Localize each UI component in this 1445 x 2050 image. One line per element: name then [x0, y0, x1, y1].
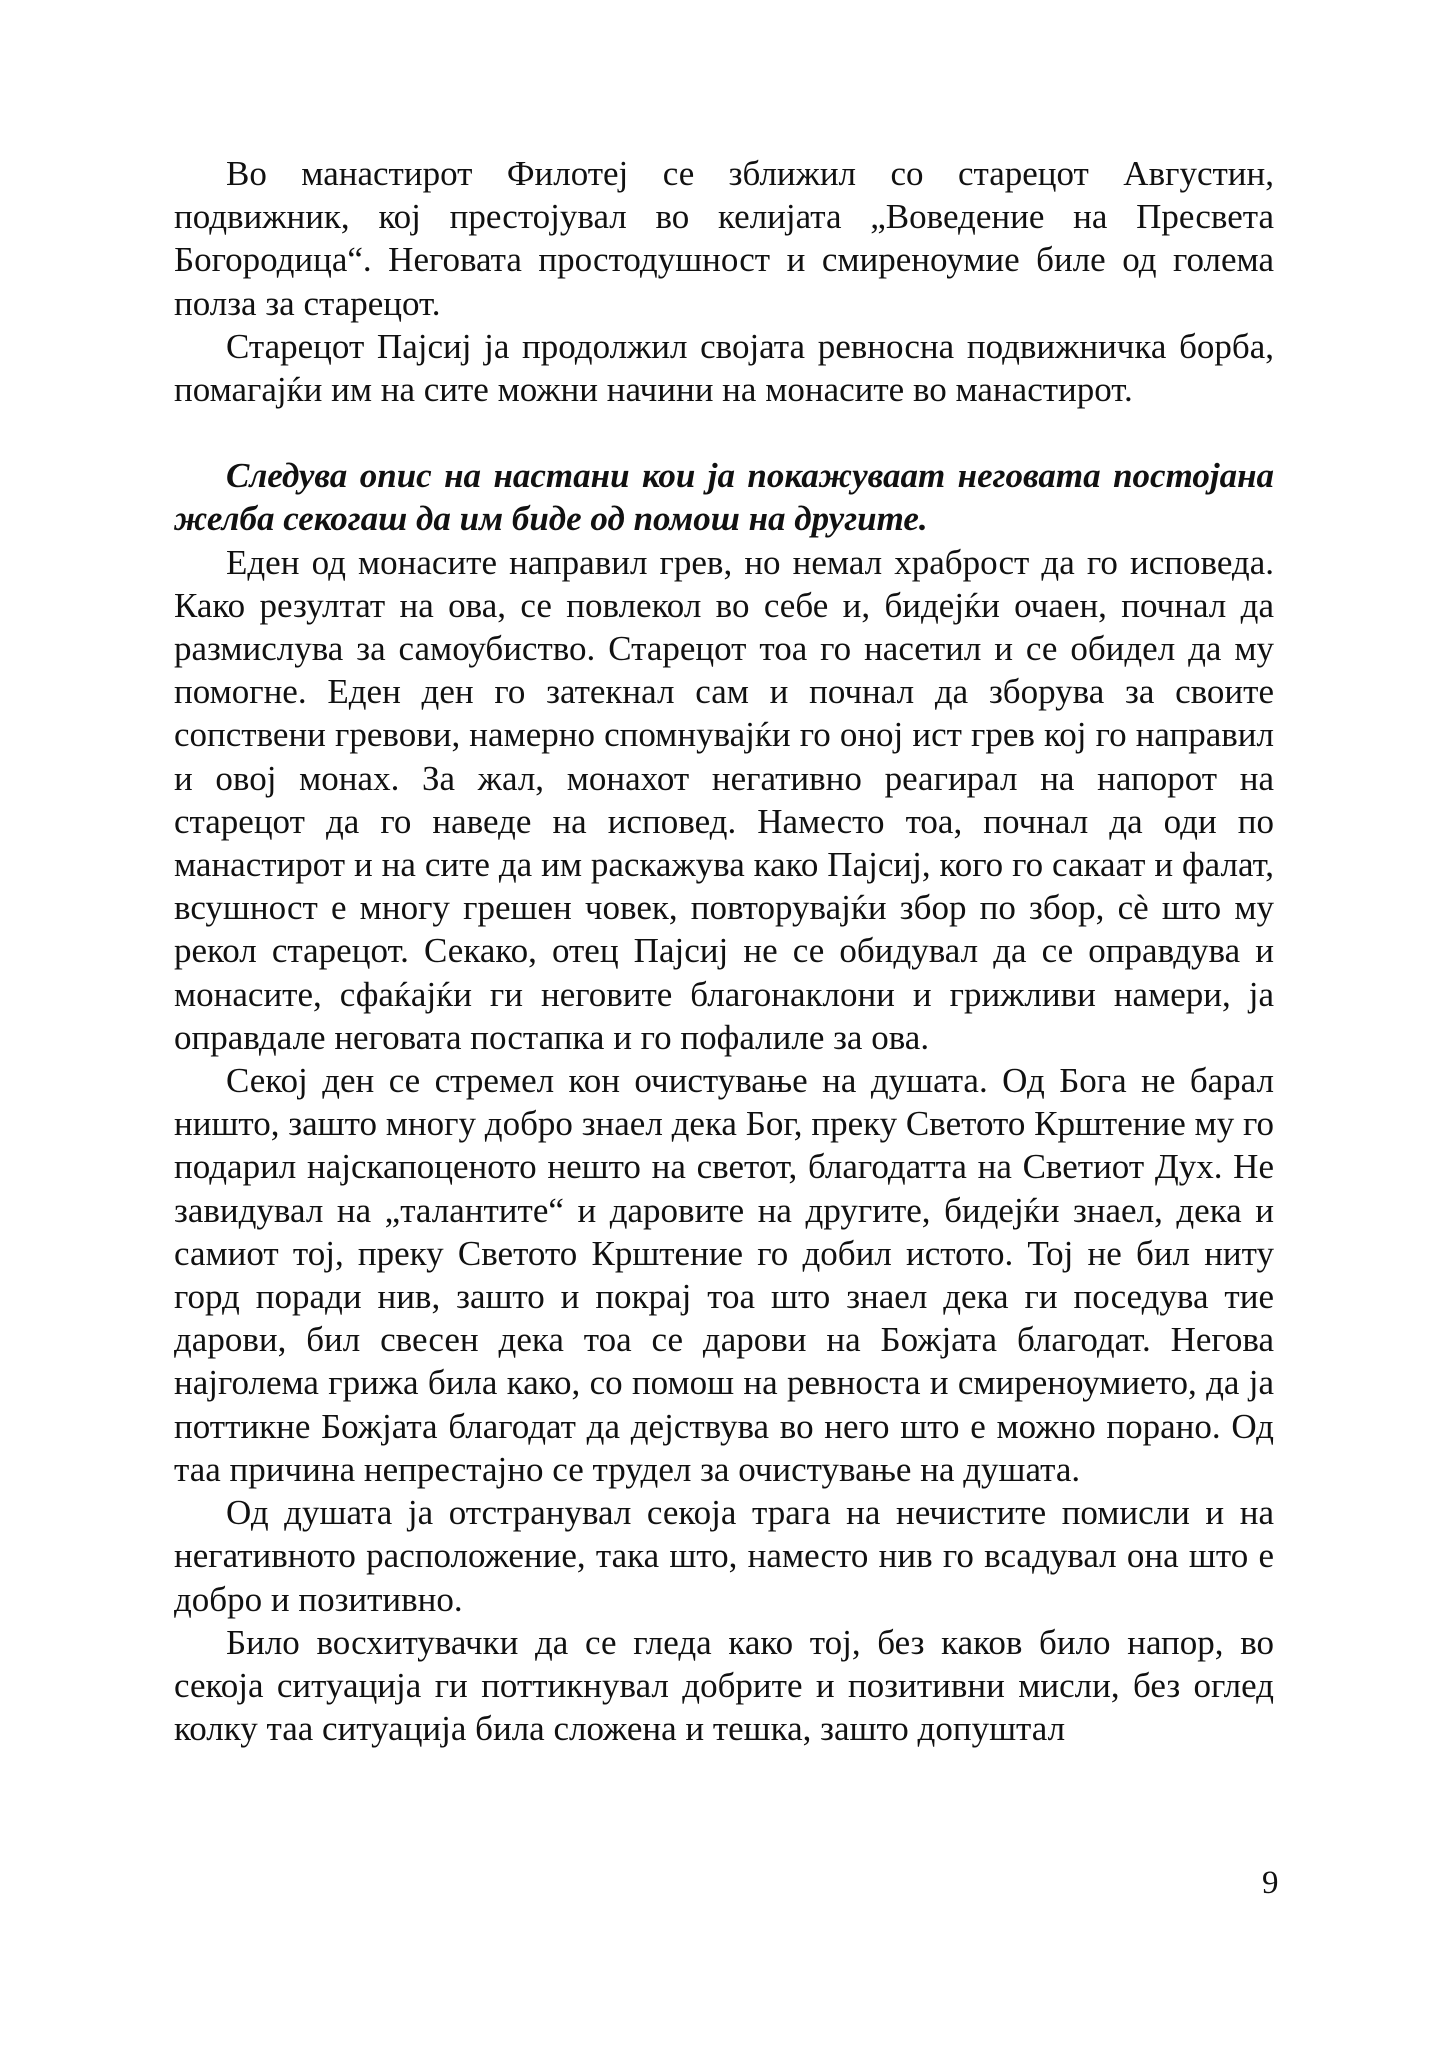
- paragraph-filotej: Во манастирот Филотеј се зближил со старецот Августин, подвижник, кој престојувал во келијата „Воведение на Пресвета Богородица“. Неговата простодушност и смиреноумие биле од голема полза за старецот.: [174, 154, 1274, 323]
- paragraph-monk-confession: Еден од монасите направил грев, но немал храброст да го исповеда. Како резултат на ова, се повлекол во себе и, бидејќи очаен, почнал да размислува за самоубиство. Старецот тоа го насетил и се обидел да му помогне. Еден ден го затекнал сам и почнал да зборува за своите сопствени гревови, намерно спомнувајќи го оној ист грев кој го направил и овој монах. За жал, монахот негативно реагирал на напорот на старецот да го наведе на исповед. Наместо тоа, почнал да оди по манастирот и на сите да им раскажува како Пајсиј, кого го сакаат и фалат, всушност е многу грешен човек, повторувајќи збор по збор, сè што му рекол старецот. Секако, отец Пајсиј не се обидувал да се оправдува и монасите, сфаќајќи ги неговите благонаклони и грижливи намери, ја оправдале неговата постапка и го пофалиле за ова.: [174, 542, 1274, 1057]
- section-subheading: Следува опис на настани кои ја покажуваат неговата постојана желба секогаш да им биде од помош на другите.: [174, 456, 1274, 539]
- paragraph-soul-cleansing: Од душата ја отстранувал секоја трага на нечистите помисли и на негативното расположение, така што, наместо нив го всадувал она што е добро и позитивно.: [174, 1493, 1274, 1619]
- page-number: 9: [1262, 1865, 1279, 1901]
- paragraph-purification: Секој ден се стремел кон очистување на душата. Од Бога не барал ништо, зашто многу добро знаел дека Бог, преку Светото Крштение му го подарил најскапоценото нешто на светот, благодатта на Светиот Дух. Не завидувал на „талантите“ и даровите на другите, бидејќи знаел, дека и самиот тој, преку Светото Крштение го добил истото. Тој не бил ниту горд поради нив, зашто и покрај тоа што знаел дека ги поседува тие дарови, бил свесен дека тоа се дарови на Божјата благодат. Негова најголема грижа била како, со помош на ревноста и смиреноумието, да ја поттикне Божјата благодат да дејствува во него што е можно порано. Од таа причина непрестајно се трудел за очистување на душата.: [174, 1061, 1274, 1489]
- page-body: [174, 152, 1274, 1750]
- paragraph-good-thoughts: Било восхитувачки да се гледа како тој, без каков било напор, во секоја ситуација ги поттикнувал добрите и позитивни мисли, без оглед колку таа ситуација била сложена и тешка, зашто допуштал: [174, 1622, 1274, 1749]
- paragraph-struggle: Старецот Пајсиј ја продолжил својата ревносна подвижничка борба, помагајќи им на сите можни начини на монасите во манастирот.: [174, 326, 1274, 410]
